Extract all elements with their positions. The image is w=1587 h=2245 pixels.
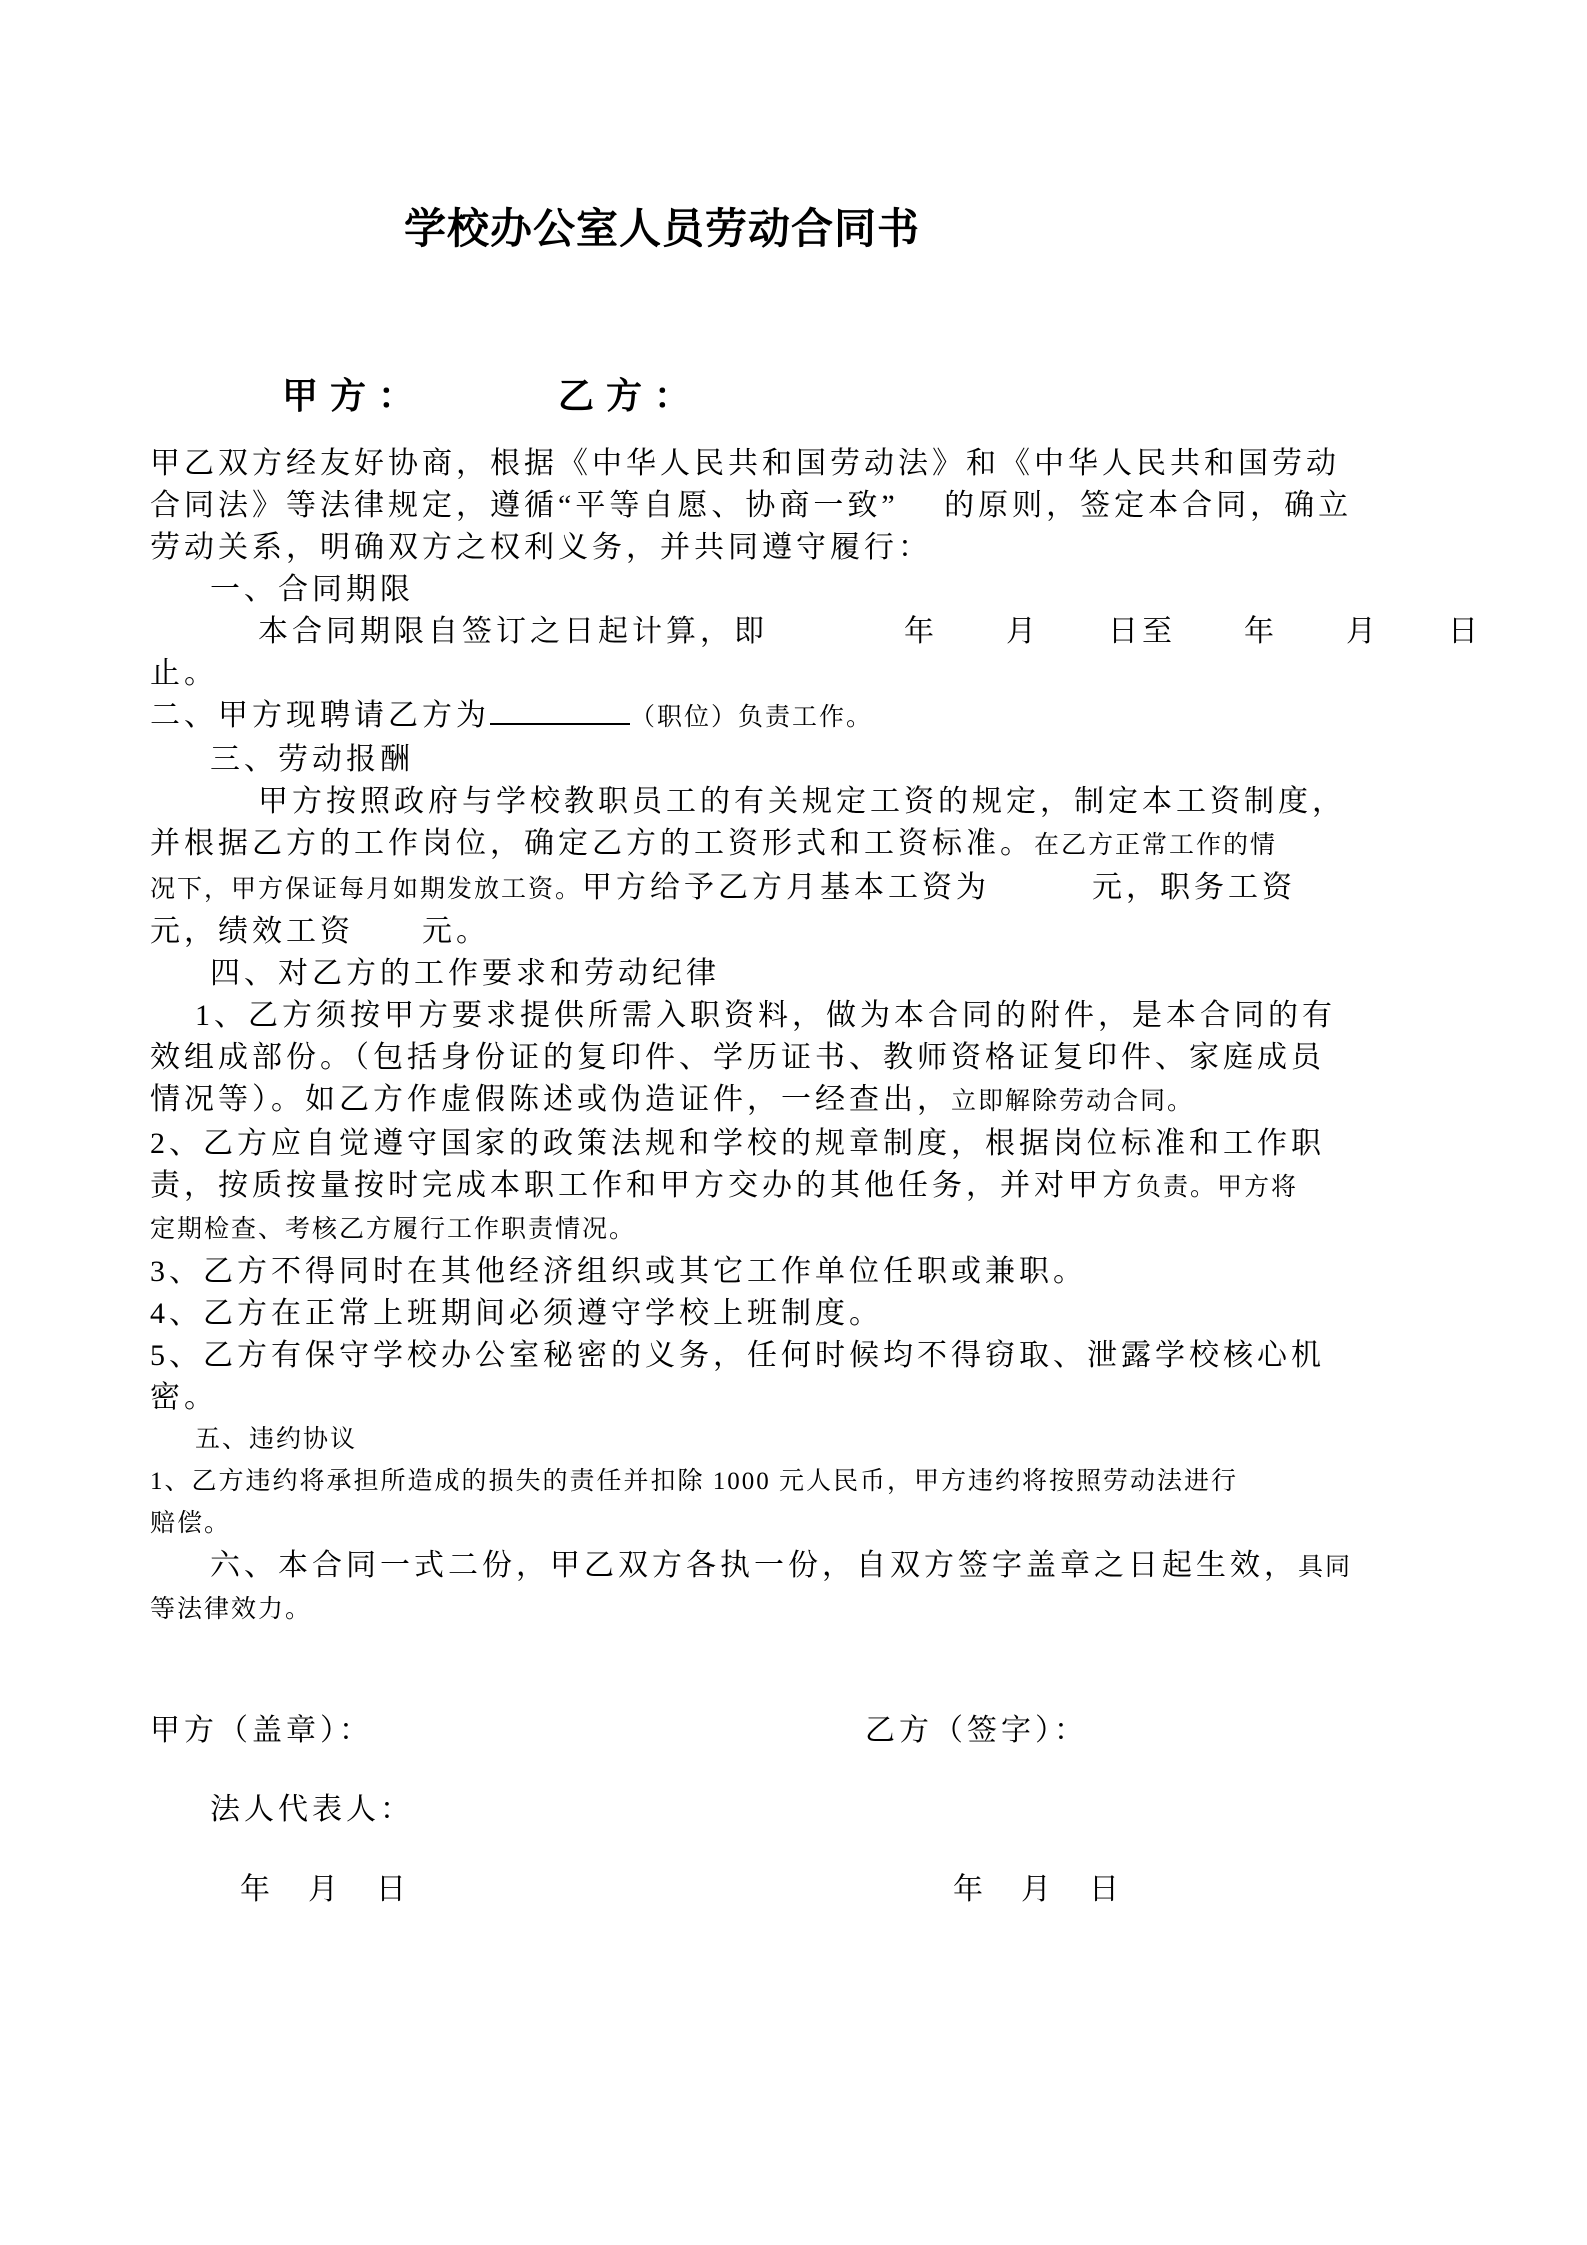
clause6-line-2: 等法律效力。 (150, 1596, 313, 1623)
clause3-line-3b: 甲方给予乙方月基本工资为 元，职务工资 (582, 871, 1297, 904)
clause5-item1-line-2: 赔偿。 (150, 1510, 232, 1537)
clause2-suffix: （职位）负责工作。 (630, 704, 874, 731)
clause4-item1-line-2: 效组成部份。（包括身份证的复印件、学历证书、教师资格证复印件、家庭成员 (150, 1041, 1325, 1074)
clause4-item5-line-1: 5、乙方有保守学校办公室秘密的义务，任何时候均不得窃取、泄露学校核心机 (150, 1339, 1325, 1372)
clause4-item4: 4、乙方在正常上班期间必须遵守学校上班制度。 (150, 1297, 883, 1330)
intro-line-2: 合同法》等法律规定，遵循“平等自愿、协商一致” 的原则，签定本合同，确立 (150, 489, 1353, 522)
clause4-item2-line-2b: 负责。甲方将 (1136, 1174, 1299, 1201)
clause3-line-4: 元，绩效工资 元。 (150, 915, 490, 948)
clause2-line (150, 695, 1352, 739)
clause4-item1-line-3a: 情况等）。如乙方作虚假陈述或伪造证件，一经查出， (150, 1083, 951, 1116)
clause4-item2-line-2 (150, 1165, 1352, 1209)
clause5-item1-line-1: 1、乙方违约将承担所造成的损失的责任并扣除 1000 元人民币，甲方违约将按照劳动法进行 (150, 1468, 1239, 1495)
clause3-line-1: 甲方按照政府与学校教职员工的有关规定工资的规定，制定本工资制度， (258, 785, 1346, 818)
clause4-item1-line-3 (150, 1079, 1352, 1123)
clause3-line-2b: 在乙方正常工作的情 (1034, 832, 1278, 859)
clause6-line-1b: 具同 (1298, 1554, 1353, 1581)
clause4-item2-line-3: 定期检查、考核乙方履行工作职责情况。 (150, 1216, 637, 1243)
clause4-item1-line-1: 1、乙方须按甲方要求提供所需入职资料，做为本合同的附件，是本合同的有 (195, 999, 1336, 1032)
clause1-term-line: 本合同期限自签订之日起计算，即 年 月 日至 年 月 日 (258, 615, 1482, 648)
clause4-item5-line-2: 密。 (150, 1381, 218, 1414)
clause3-line-2a: 并根据乙方的工作岗位，确定乙方的工资形式和工资标准。 (150, 827, 1034, 860)
clause3-line-3 (150, 867, 1352, 911)
party-a-label: 甲方： (282, 376, 427, 416)
clause4-heading: 四、对乙方的工作要求和劳动纪律 (210, 957, 720, 990)
clause2-prefix: 二、甲方现聘请乙方为 (150, 699, 490, 732)
party-b-sign-label: 乙方（签字）： (865, 1714, 1088, 1747)
clause4-item3: 3、乙方不得同时在其他经济组织或其它工作单位任职或兼职。 (150, 1255, 1087, 1288)
date-left: 年 月 日 (240, 1873, 410, 1906)
signature-row (150, 1710, 1352, 1752)
clause6-line-1 (150, 1545, 1352, 1589)
clause3-line-3a: 况下，甲方保证每月如期发放工资。 (150, 876, 583, 903)
date-row (150, 1869, 1352, 1911)
party-b-label: 乙方： (558, 376, 703, 416)
clause1-heading: 一、合同期限 (210, 573, 414, 606)
intro-line-3: 劳动关系，明确双方之权利义务，并共同遵守履行： (150, 531, 932, 564)
party-a-seal-label: 甲方（盖章）： (150, 1714, 373, 1747)
document-title: 学校办公室人员劳动合同书 (404, 204, 921, 253)
party-header-row (150, 374, 1352, 418)
clause4-item2-line-2a: 责，按质按量按时完成本职工作和甲方交办的其他任务，并对甲方 (150, 1169, 1136, 1202)
intro-line-1: 甲乙双方经友好协商，根据《中华人民共和国劳动法》和《中华人民共和国劳动 (150, 447, 1340, 480)
date-right: 年 月 日 (953, 1873, 1123, 1906)
clause3-line-2 (150, 823, 1352, 867)
legal-representative-label: 法人代表人： (210, 1793, 414, 1826)
clause3-heading: 三、劳动报酬 (210, 743, 414, 776)
clause6-line-1a: 六、本合同一式二份，甲乙双方各执一份，自双方签字盖章之日起生效， (210, 1549, 1298, 1582)
clause4-item2-line-1: 2、乙方应自觉遵守国家的政策法规和学校的规章制度，根据岗位标准和工作职 (150, 1127, 1325, 1160)
clause5-heading: 五、违约协议 (195, 1426, 358, 1453)
position-blank-line (490, 723, 630, 725)
clause4-item1-line-3b: 立即解除劳动合同。 (951, 1088, 1195, 1115)
clause1-term-end: 止。 (150, 657, 218, 690)
